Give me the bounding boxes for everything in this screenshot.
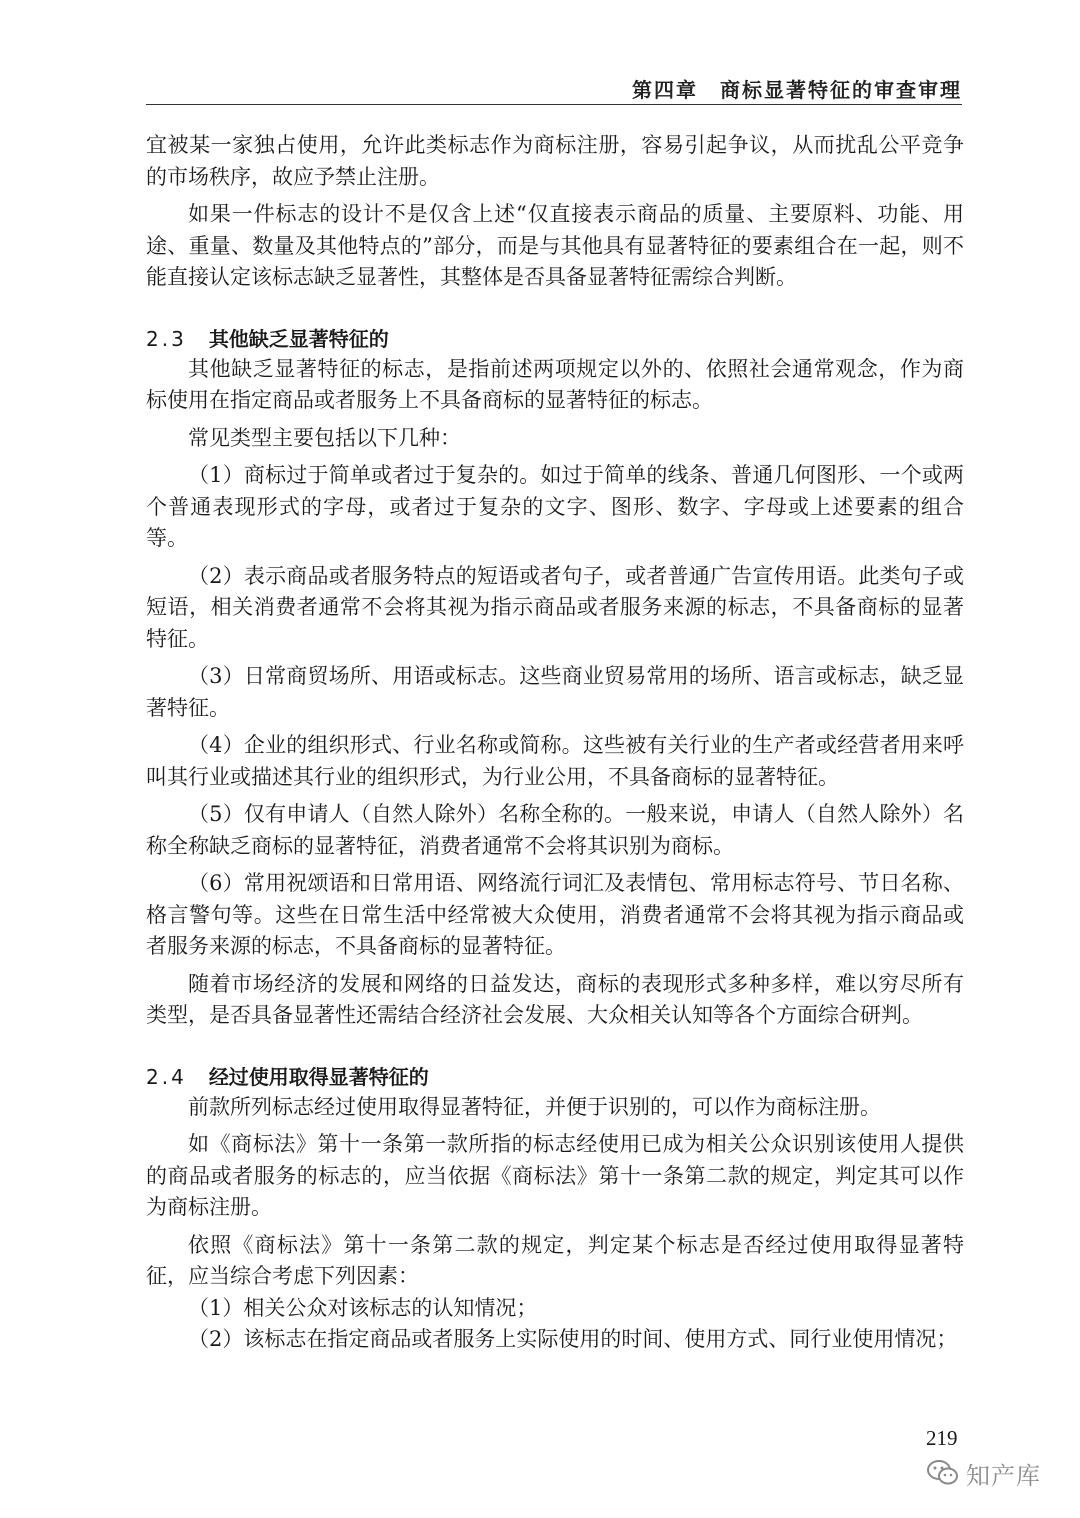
- paragraph: 如果一件标志的设计不是仅含上述“仅直接表示商品的质量、主要原料、功能、用途、重量、数量及其他特点的”部分，而是与其他具有显著特征的要素组合在一起，则不能直接认定该标志缺乏显著性，其整体是否具备显著特征需综合判断。: [146, 202, 964, 289]
- page-body: [146, 130, 964, 1356]
- list-item: （3）日常商贸场所、用语或标志。这些商业贸易常用的场所、语言或标志，缺乏显著特征。: [146, 664, 964, 720]
- paragraph: 常见类型主要包括以下几种：: [188, 425, 461, 450]
- section-number: 2.3: [146, 326, 187, 351]
- page-number: 219: [926, 1426, 958, 1450]
- list-item: （6）常用祝颂语和日常用语、网络流行词汇及表情包、常用标志符号、节日名称、格言警句等。这些在日常生活中经常被大众使用，消费者通常不会将其视为指示商品或者服务来源的标志，不具备商标的显著特征。: [146, 871, 964, 958]
- paragraph: 依照《商标法》第十一条第二款的规定，判定某个标志是否经过使用取得显著特征，应当综合考虑下列因素：: [146, 1232, 964, 1288]
- section-number: 2.4: [146, 1064, 187, 1089]
- section-title: 其他缺乏显著特征的: [208, 326, 389, 351]
- list-item: （4）企业的组织形式、行业名称或简称。这些被有关行业的生产者或经营者用来呼叫其行业或描述其行业的组织形式，为行业公用，不具备商标的显著特征。: [146, 733, 964, 789]
- paragraph: 宜被某一家独占使用，允许此类标志作为商标注册，容易引起争议，从而扰乱公平竞争的市场秩序，故应予禁止注册。: [146, 133, 964, 189]
- wechat-icon: [926, 1459, 960, 1487]
- list-item: （5）仅有申请人（自然人除外）名称全称的。一般来说，申请人（自然人除外）名称全称缺乏商标的显著特征，消费者通常不会将其识别为商标。: [146, 802, 964, 858]
- chapter-title: 第四章 商标显著特征的审查审理: [632, 78, 962, 102]
- watermark-text: 知产库: [966, 1461, 1041, 1490]
- list-item: （1）相关公众对该标志的认知情况；: [188, 1295, 538, 1320]
- paragraph: 如《商标法》第十一条第一款所指的标志经使用已成为相关公众识别该使用人提供的商品或者服务的标志的，应当依据《商标法》第十一条第二款的规定，判定其可以作为商标注册。: [146, 1132, 964, 1219]
- section-heading-2-3: [146, 324, 964, 354]
- running-header: [146, 70, 962, 105]
- list-item: （2）该标志在指定商品或者服务上实际使用的时间、使用方式、同行业使用情况；: [188, 1327, 958, 1351]
- paragraph: 随着市场经济的发展和网络的日益发达，商标的表现形式多种多样，难以穷尽所有类型，是否具备显著性还需结合经济社会发展、大众相关认知等各个方面综合研判。: [146, 971, 964, 1027]
- section-heading-2-4: [146, 1062, 964, 1092]
- watermark: [926, 1458, 1041, 1488]
- list-item: （1）商标过于简单或者过于复杂的。如过于简单的线条、普通几何图形、一个或两个普通表现形式的字母，或者过于复杂的文字、图形、数字、字母或上述要素的组合等。: [146, 463, 964, 550]
- paragraph: 前款所列标志经过使用取得显著特征，并便于识别的，可以作为商标注册。: [188, 1094, 881, 1119]
- section-title: 经过使用取得显著特征的: [208, 1064, 429, 1089]
- paragraph: 其他缺乏显著特征的标志，是指前述两项规定以外的、依照社会通常观念，作为商标使用在指定商品或者服务上不具备商标的显著特征的标志。: [146, 356, 964, 412]
- list-item: （2）表示商品或者服务特点的短语或者句子，或者普通广告宣传用语。此类句子或短语，相关消费者通常不会将其视为指示商品或者服务来源的标志，不具备商标的显著特征。: [146, 563, 964, 651]
